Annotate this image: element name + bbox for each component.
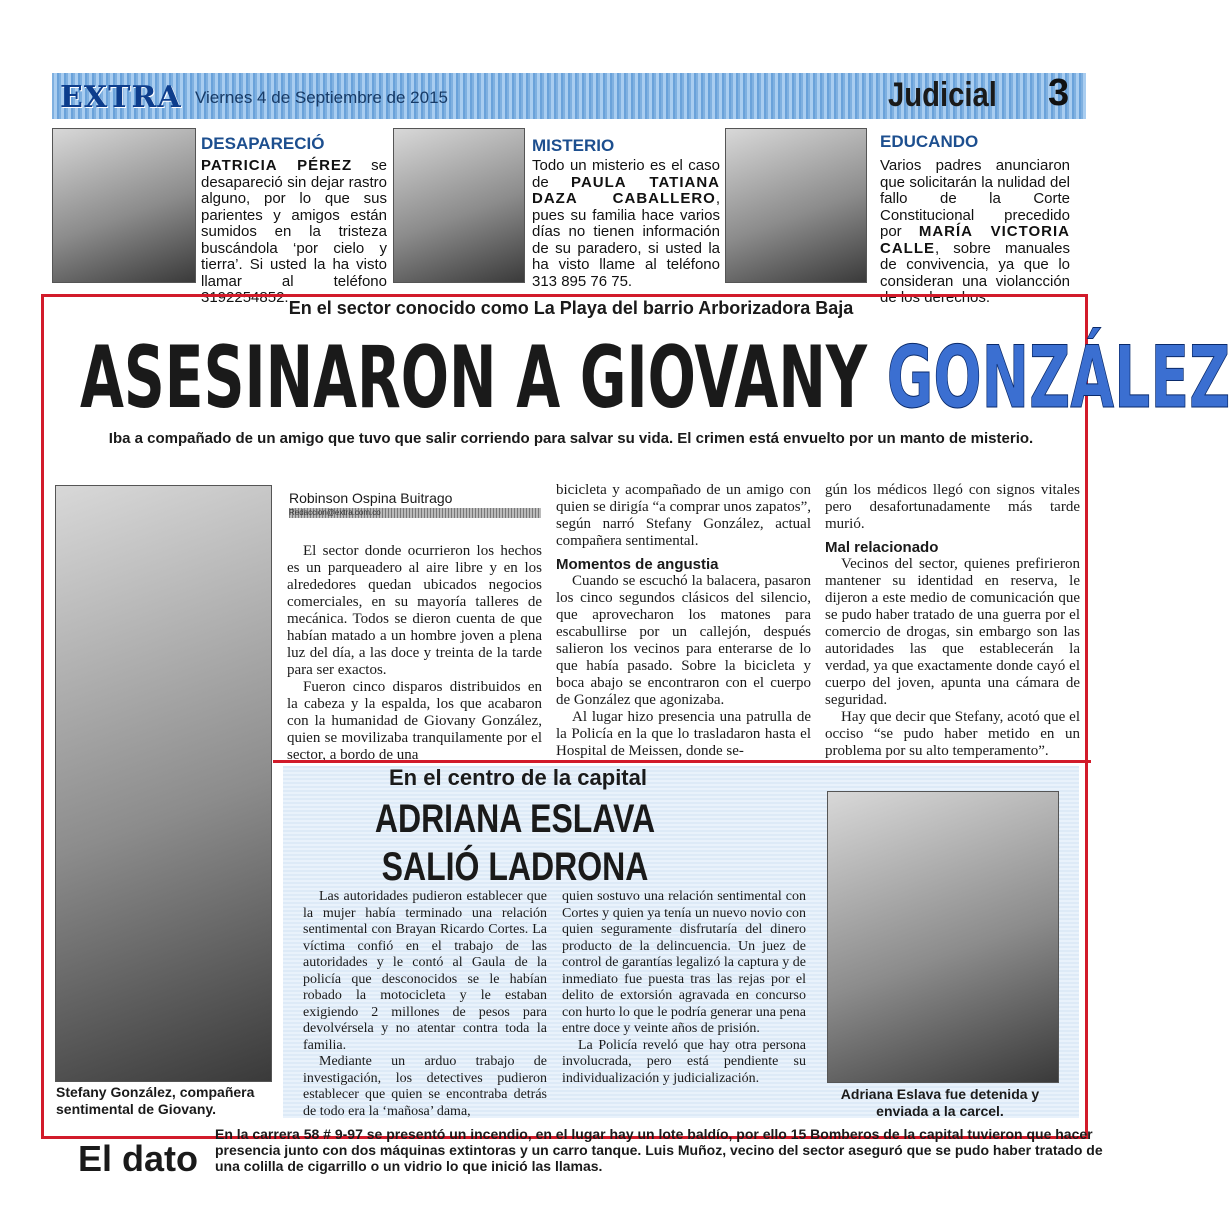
story-subhead: Iba a compañado de un amigo que tuvo que salir corriendo para salvar su vida. El crimen está envuelto por un manto de misterio. — [108, 430, 1034, 447]
issue-date: Viernes 4 de Septiembre de 2015 — [195, 88, 448, 107]
secondary-kicker: En el centro de la capital — [389, 765, 647, 790]
secondary-photo-adriana — [827, 791, 1059, 1083]
story-column-1: El sector donde ocurrieron los hechos es un parqueadero al aire libre y en los alrededores quedan ubicados negocios comerciales, en su mayoría talleres de mecánica. Todos se dieron cuenta de que habían matado a un hombre joven a plena luz del día, a las doce y treinta de la tarde para ser exactos. Fueron cinco disparos distribuidos en la cabeza y la espalda, los que acabaron con la humanidad de Giovany González, quien se movilizaba tranquilamente por el sector, a bordo de una — [287, 543, 542, 763]
teaser-photo-patricia — [52, 128, 196, 283]
teaser-heading: DESAPARECIÓ — [201, 134, 325, 153]
brand-logo: EXTRA — [60, 80, 182, 115]
el-dato-text: En la carrera 58 # 9-97 se presentó un incendio, en el lugar hay un lote baldío, por ello 15 Bomberos de la capital tuvieron que hacer presencia junto con dos máquinas extintoras y un carro tanque. Luis Muñoz, vecino del sector aseguró que se pudo haber tratado de una colilla de cigarrillo o un vidrio lo que inició las llamas. — [215, 1126, 1103, 1174]
el-dato-label: El dato — [78, 1138, 199, 1179]
secondary-headline-line1: ADRIANA ESLAVA — [374, 797, 656, 841]
story-column-3: gún los médicos llegó con signos vitales pero desafortunadamente más tarde murió. Mal relacionado Vecinos del sector, quienes prefirieron mantener su identidad en reserva, le dijeron a este medio de comunicación que se pudo haber tratado de una guerra por el comercio de drogas, sin embargo son las autoridades las que establecerán la verdad, ya que exactamente donde cayó el cuerpo del joven, apunta una cámara de seguridad. Hay que decir que Stefany, acotó que el occiso “se pudo haber metido en un problema por su alto temperamento”. — [825, 482, 1080, 759]
teaser-heading: MISTERIO — [532, 136, 615, 155]
story-photo-stefany — [55, 485, 272, 1082]
story-headline: ASESINARON A GIOVANY GONZÁLEZ — [80, 328, 1230, 428]
photo-caption: Stefany González, compañera sentimental de Giovany. — [56, 1084, 255, 1117]
story-column-2: bicicleta y acompañado de un amigo con quien se dirigía “a comprar unos zapatos”, según narró Stefany González, actual compañera sentimental. Momentos de angustia Cuando se escuchó la balacera, pasaron los cinco segundos clásicos del silencio, que aprovecharon los matones para escabullirse por un callejón, después salieron los vecinos para enterarse de lo que había pasado. Sobre la bicicleta y boca abajo se encontraron con el cuerpo de González que agonizaba. Al lugar hizo presencia una patrulla de la Policía en la que lo trasladaron hasta el Hospital de Meissen, donde se- — [556, 482, 811, 759]
section-title: Judicial — [888, 76, 997, 114]
teaser-photo-paula — [393, 128, 525, 283]
teaser-text: PATRICIA PÉREZ se desapareció sin dejar rastro alguno, por lo que sus parientes y amigos están sumidos en la tristeza buscándola ‘por cielo y tierra’. Si usted la ha visto llamar al teléfono 3192254852. — [201, 157, 387, 306]
byline: Robinson Ospina Buitrago — [289, 490, 453, 506]
secondary-column-1: Las autoridades pudieron establecer que la mujer había terminado una relación sentimental con Brayan Ricardo Cortes. La víctima confió en el trabajo de las autoridades y le contó al Gaula de la policía que desconocidos se le habían robado la motocicleta y le estaban exigiendo 2 millones de pesos para devolvérsela y no atentar contra toda la familia. Mediante un arduo trabajo de investigación, los detectives pudieron establecer que quien se encontraba detrás de todo era la ‘mañosa’ dama, — [303, 889, 547, 1119]
photo-caption: Adriana Eslava fue detenida y enviada a la carcel. — [840, 1086, 1040, 1119]
teaser-text: Todo un misterio es el caso de PAULA TATIANA DAZA CABALLERO, pues su familia hace varios días no tienen información de su paradero, si usted la ha visto llame al teléfono 313 895 76 75. — [532, 157, 720, 290]
teaser-photo-maria — [725, 128, 867, 283]
teaser-heading: EDUCANDO — [880, 132, 979, 151]
secondary-column-2: quien sostuvo una relación sentimental con Cortes y quien ya tenía un nuevo novio con quien seguramente disfrutaría del dinero producto de la delincuencia. Un juez de control de garantías legalizó la captura y de inmediato fue puesta tras las rejas por el delito de extorsión agravada en concurso con hurto lo que le podría generar una pena entre doce y veinte años de prisión. La Policía reveló que hay otra persona involucrada, pero está pendiente su individualización y judicialización. — [562, 889, 806, 1086]
story-kicker: En el sector conocido como La Playa del barrio Arborizadora Baja — [288, 298, 854, 318]
author-email: Redaccion@extra.com.co — [289, 508, 541, 518]
teaser-text: Varios padres anunciaron que solicitarán la nulidad del fallo de la Corte Constitucional precedido por MARÍA VICTORIA CALLE, sobre manuales de convivencia, ya que lo consideran una violancción de los derechos. — [880, 157, 1070, 306]
secondary-headline-line2: SALIÓ LADRONA — [381, 845, 649, 889]
page-number: 3 — [1048, 72, 1070, 114]
